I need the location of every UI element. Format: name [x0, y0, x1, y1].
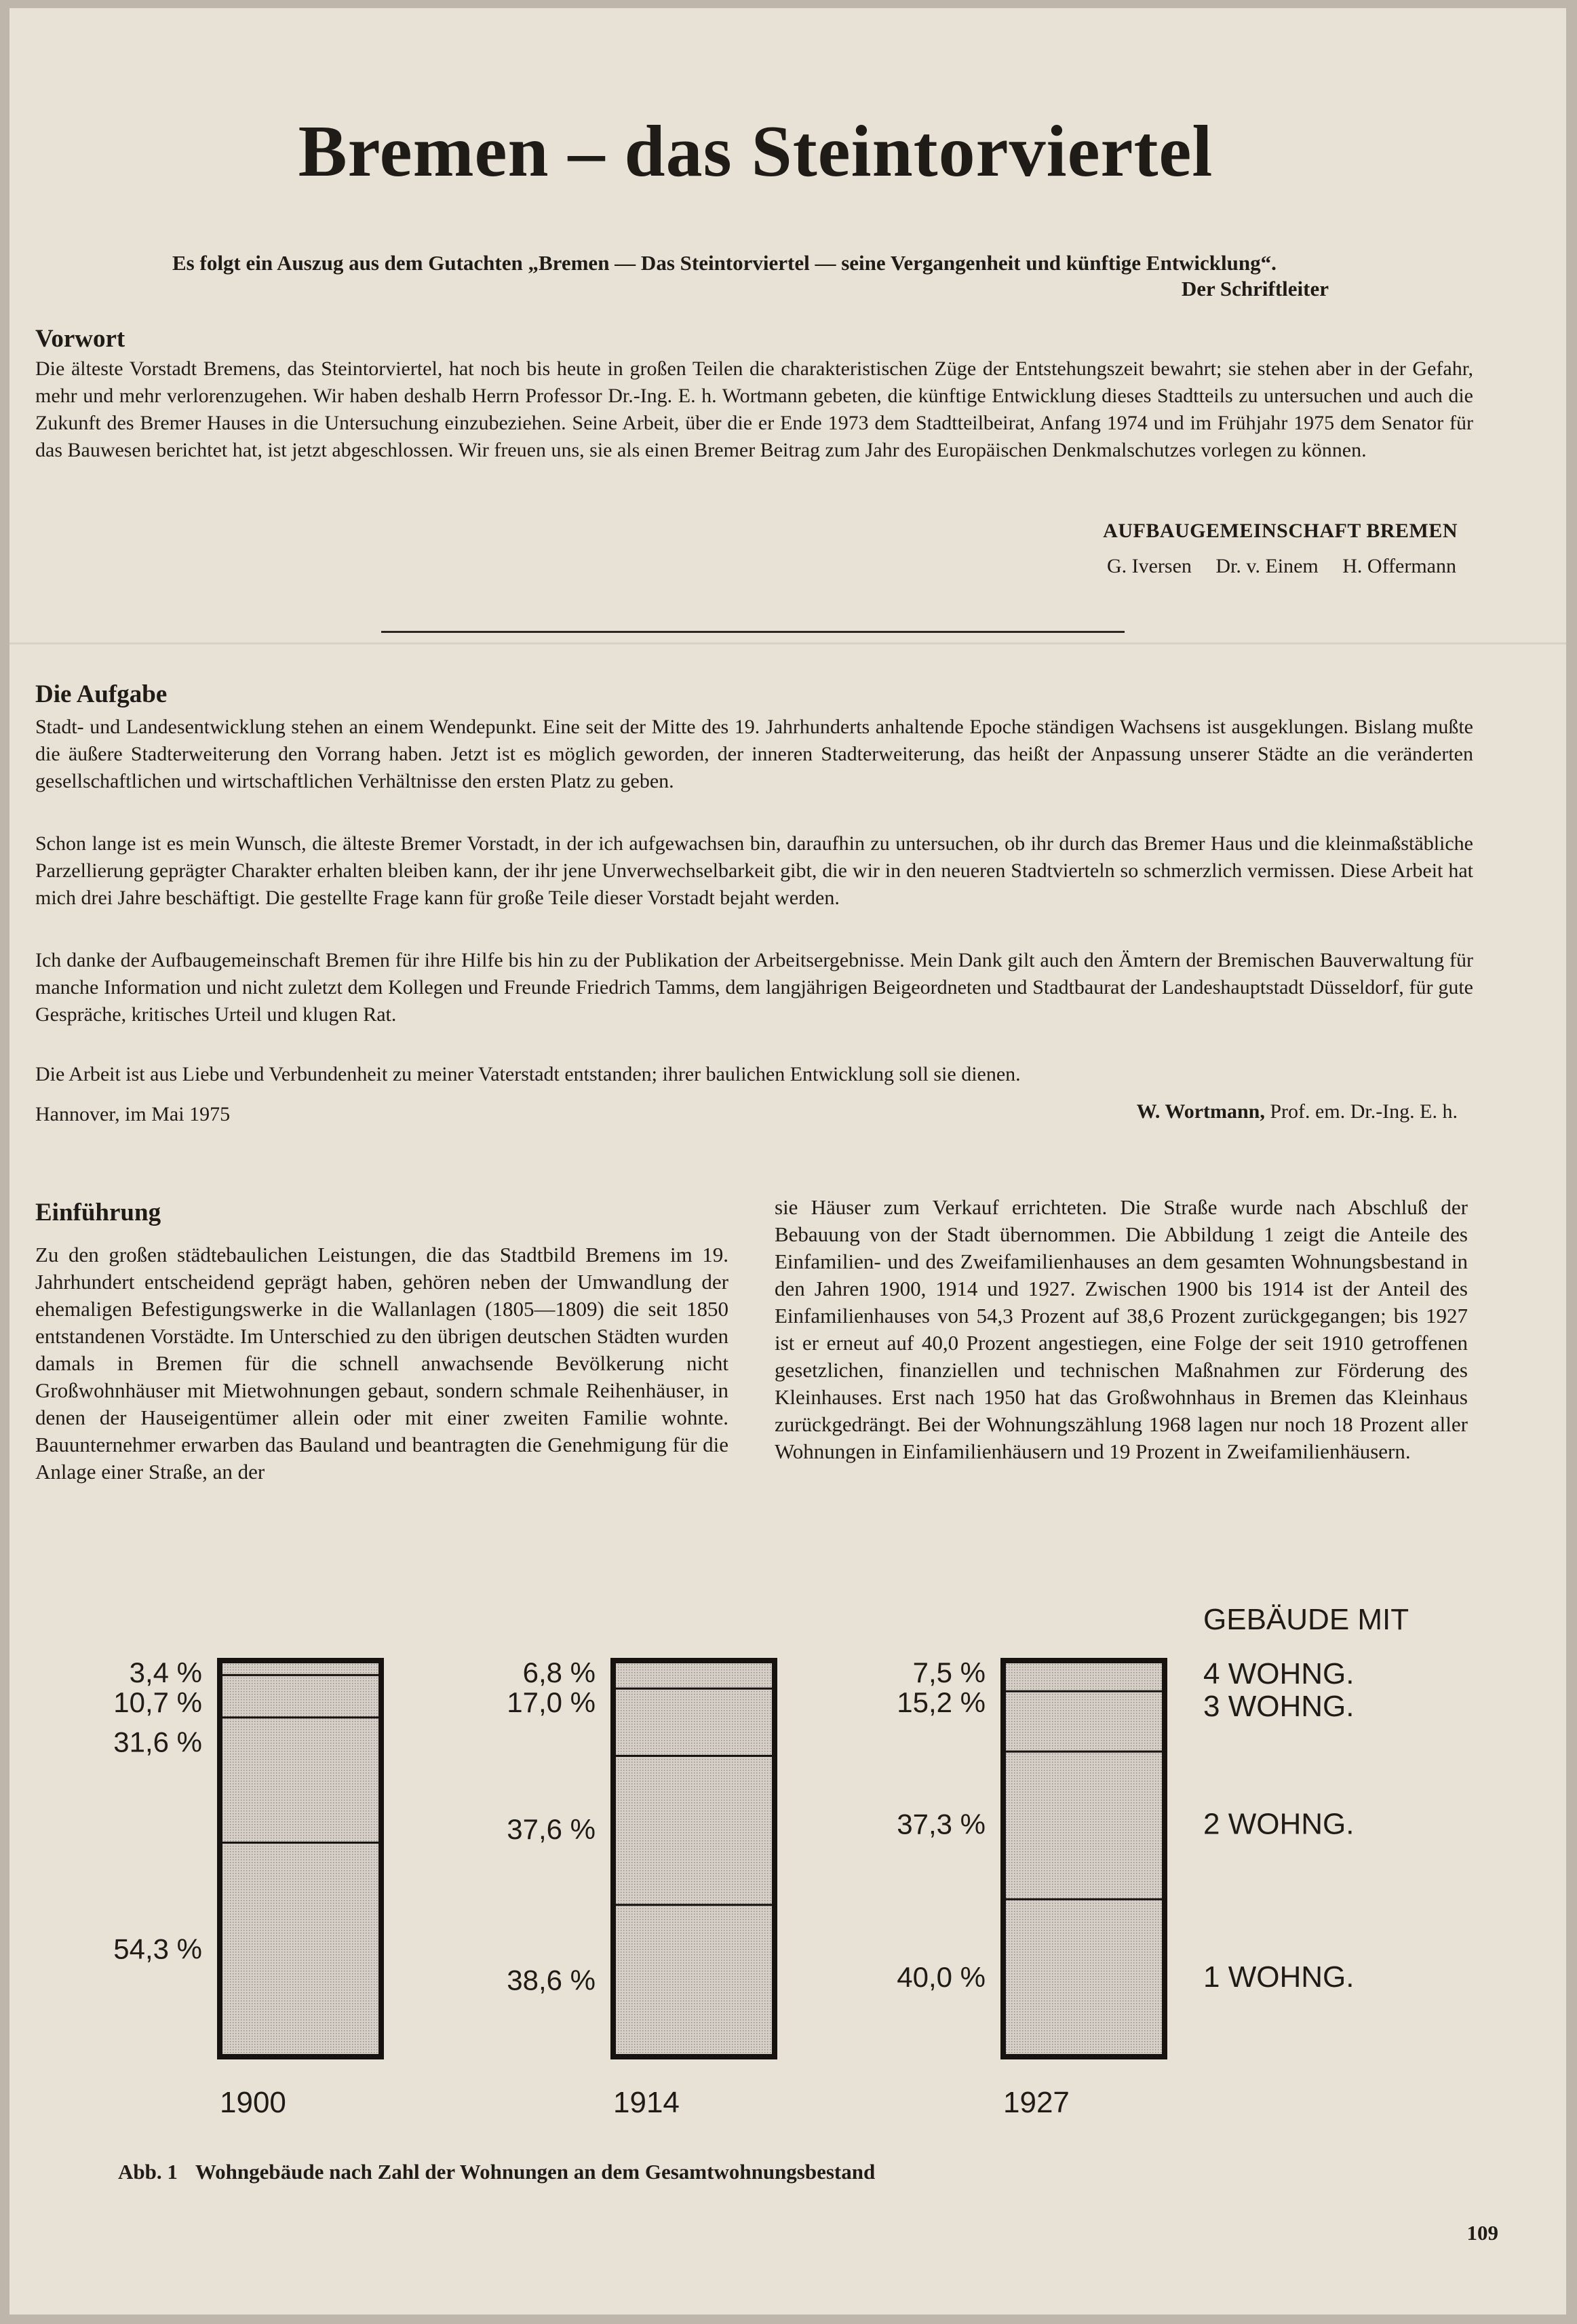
legend-item: 1 WOHNG.: [1203, 1960, 1355, 1994]
legend-item: 4 WOHNG.: [1203, 1657, 1355, 1690]
data-label: 6,8 %: [522, 1657, 596, 1688]
einfuehrung-left-column: Zu den großen städtebaulichen Leistungen, die das Stadtbild Bremens im 19. Jahrhundert entscheidend geprägt haben, gehören neben der Umwandlung der ehemaligen Befestigungswerke in die Wallanlagen (1805—1809) die seit 1850 entstandenen Vorstädte. Im Unterschied zu den übrigen deutschen Städten wurden damals in Bremen für die schnell anwachsende Bevölkerung nicht Großwohnhäuser mit Mietwohnungen gebaut, sondern schmale Reihenhäuser, in denen der Hauseigentümer allein oder mit einer zweiten Familie wohnte. Bauunternehmer erwarben das Bauland und beantragten die Genehmigung für die Anlage einer Straße, an der: [35, 1243, 728, 1484]
signatory-name: H. Offermann: [1342, 555, 1456, 577]
vorwort-signatories: [1088, 555, 1456, 578]
data-label: 38,6 %: [507, 1964, 596, 1996]
section-divider: [381, 631, 1125, 633]
signatory-name: Dr. v. Einem: [1215, 555, 1319, 577]
vorwort-heading: Vorwort: [35, 325, 125, 353]
einfuehrung-right-column: sie Häuser zum Verkauf errichteten. Die Straße wurde nach Abschluß der Bebauung von der Stadt übernommen. Die Abbildung 1 zeigt die Anteile des Einfamilien- und des Zweifamilienhauses an dem gesamten Wohnungsbestand in den Jahren 1900, 1914 und 1927. Zwischen 1900 bis 1914 ist der Anteil des Einfamilienhauses von 54,3 Prozent auf 38,6 Prozent zurückgegangen; bis 1927 ist er erneut auf 40,0 Prozent angestiegen, eine Folge der seit 1910 getroffenen gesetzlichen, finanziellen und technischen Maßnahmen zur Förderung des Kleinhauses. Erst nach 1950 hat das Großwohnhaus in Bremen das Kleinhaus zurückgedrängt. Bei der Wohnungszählung 1968 lagen nur noch 18 Prozent aller Wohnungen in Einfamilienhäusern und 19 Prozent in Zweifamilienhäusern.: [775, 1195, 1468, 1463]
aufgabe-heading: Die Aufgabe: [35, 680, 168, 708]
bar-segment: [220, 1842, 381, 2057]
place-date: Hannover, im Mai 1975: [35, 1103, 231, 1125]
data-label: 3,4 %: [129, 1657, 202, 1688]
data-label: 40,0 %: [897, 1961, 986, 1994]
einfuehrung-heading: Einführung: [35, 1199, 161, 1226]
data-label: 54,3 %: [113, 1933, 202, 1965]
data-label: 31,6 %: [113, 1726, 202, 1758]
page-title: Bremen – das Steintorviertel: [298, 111, 1213, 192]
page-number: 109: [1466, 2221, 1498, 2245]
data-label: 15,2 %: [897, 1686, 986, 1718]
author-title: Prof. em. Dr.-Ing. E. h.: [1270, 1100, 1458, 1123]
legend-item: 2 WOHNG.: [1203, 1807, 1355, 1841]
author-name: W. Wortmann,: [1136, 1100, 1265, 1123]
bar-segment: [220, 1716, 381, 1842]
category-label: 1900: [220, 2086, 286, 2119]
aufgabe-paragraph: Die Arbeit ist aus Liebe und Verbundenheit zu meiner Vaterstadt entstanden; ihrer baulichen Entwicklung soll sie dienen.: [35, 1063, 1021, 1085]
bar-segment: [613, 1755, 775, 1904]
category-label: 1914: [613, 2086, 680, 2119]
aufgabe-paragraph: Stadt- und Landesentwicklung stehen an einem Wendepunkt. Eine seit der Mitte des 19. Jahrhunderts anhaltende Epoche ständigen Wachsens ist ausgeklungen. Bislang mußte die äußere Stadterweiterung den Vorrang haben. Jetzt ist es möglich geworden, der inneren Stadterweiterung, das heißt der Anpassung unserer Städte an die veränderten gesellschaftlichen und wirtschaftlichen Verhältnisse den ersten Platz zu geben.: [35, 716, 1473, 792]
document-page: [9, 8, 1566, 2315]
vorwort-text: Die älteste Vorstadt Bremens, das Steintorviertel, hat noch bis heute in großen Teilen die charakteristischen Züge der Entstehungszeit bewahrt; sie stehen aber in der Gefahr, mehr und mehr verlorenzugehen. Wir haben deshalb Herrn Professor Dr.-Ing. E. h. Wortmann gebeten, die künftige Entwicklung dieses Stadtteils zu untersuchen und auch die Zukunft des Bremer Hauses in die Untersuchung einzubeziehen. Seine Arbeit, über die er Ende 1973 dem Stadtteilbeirat, Anfang 1974 und im Frühjahr 1975 dem Senator für das Bauwesen berichtet hat, ist jetzt abgeschlossen. Wir freuen uns, sie als einen Bremer Beitrag zum Jahr des Europäischen Denkmalschutzes vorlegen zu können.: [35, 357, 1473, 461]
data-label: 10,7 %: [113, 1686, 202, 1718]
chart-canvas: [9, 1595, 1566, 2125]
bar-segment: [220, 1674, 381, 1716]
bar-segment: [1003, 1751, 1165, 1899]
figure-caption-text: Wohngebäude nach Zahl der Wohnungen an dem Gesamtwohnungsbestand: [195, 2160, 876, 2184]
bar-segment: [1003, 1898, 1165, 2057]
intro-note: Es folgt ein Auszug aus dem Gutachten „Bremen — Das Steintorviertel — seine Vergangenheit und künftige Entwicklung“.: [172, 251, 1277, 275]
aufgabe-paragraph: Schon lange ist es mein Wunsch, die älteste Bremer Vorstadt, in der ich aufgewachsen bin, daraufhin zu untersuchen, ob ihr durch das Bremer Haus und die kleinmaßstäbliche Parzellierung geprägter Charakter erhalten bleiben kann, der ihr jene Unverwechselbarkeit gibt, die wir in den neueren Stadtvierteln so schmerzlich vermissen. Diese Arbeit hat mich drei Jahre beschäftigt. Die gestellte Frage kann für große Teile dieser Vorstadt bejaht werden.: [35, 832, 1473, 909]
figure-caption: [118, 2160, 875, 2184]
intro-signature: Der Schriftleiter: [1181, 277, 1329, 301]
legend-item: 3 WOHNG.: [1203, 1690, 1355, 1723]
data-label: 7,5 %: [912, 1657, 986, 1688]
data-label: 37,3 %: [897, 1808, 986, 1840]
signatory-name: G. Iversen: [1106, 555, 1192, 577]
legend-title: GEBÄUDE MIT: [1203, 1603, 1409, 1636]
figure-stacked-bar-chart: [9, 1595, 1566, 2125]
data-label: 17,0 %: [507, 1686, 596, 1718]
bar-segment: [1003, 1690, 1165, 1751]
data-label: 37,6 %: [507, 1813, 596, 1845]
bar-segment: [613, 1688, 775, 1755]
bar-segment: [613, 1661, 775, 1688]
page-fold: [9, 642, 1566, 644]
aufgabe-paragraph: Ich danke der Aufbaugemeinschaft Bremen für ihre Hilfe bis hin zu der Publikation der Arbeitsergebnisse. Mein Dank gilt auch den Ämtern der Bremischen Bauverwaltung für manche Information und nicht zuletzt dem Kollegen und Freunde Friedrich Tamms, dem langjährigen Beigeordneten und Stadtbaurat der Landeshauptstadt Düsseldorf, für gute Gespräche, kritisches Urteil und klugen Rat.: [35, 949, 1473, 1026]
figure-label: Abb. 1: [118, 2160, 178, 2184]
bar-segment: [613, 1904, 775, 2057]
author-signature: [1137, 1100, 1458, 1123]
category-label: 1927: [1003, 2086, 1070, 2119]
vorwort-organisation: AUFBAUGEMEINSCHAFT BREMEN: [1103, 520, 1458, 542]
bar-segment: [1003, 1661, 1165, 1690]
